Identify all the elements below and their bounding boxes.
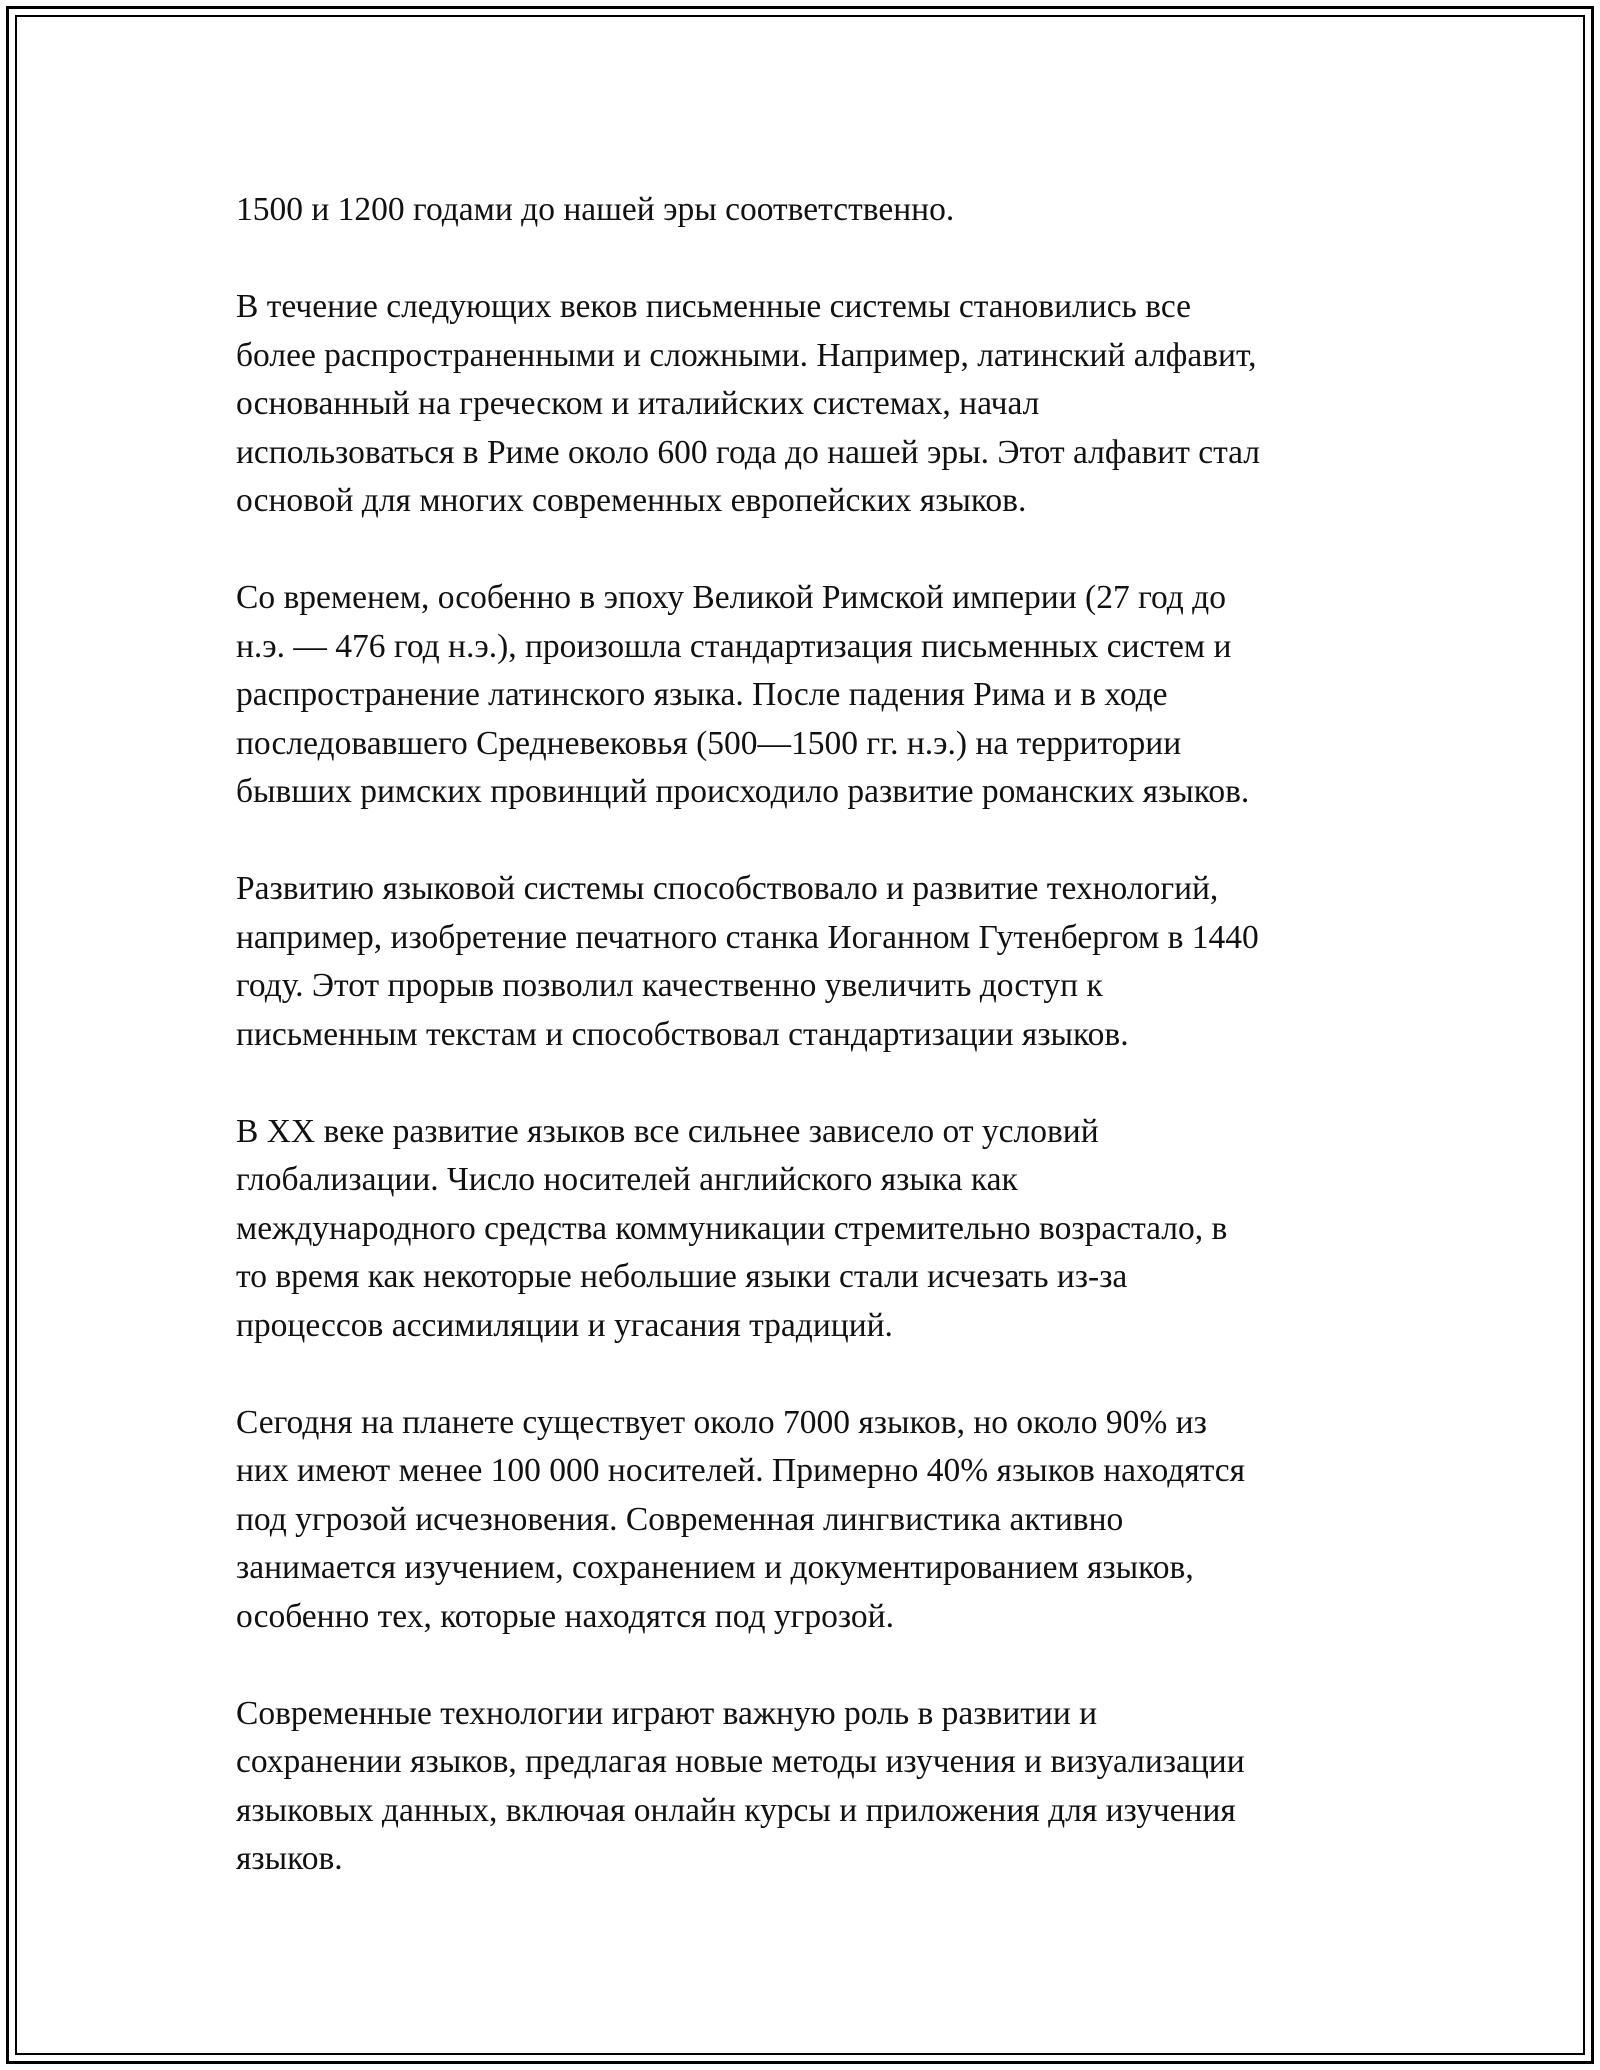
text-line: н.э. — 476 год н.э.), произошла стандартизация письменных систем и [236, 627, 1232, 665]
text-line: то время как некоторые небольшие языки стали исчезать из-за [236, 1258, 1128, 1295]
text-line: процессов ассимиляции и угасания традиций. [236, 1306, 893, 1344]
text-line: сохранении языков, предлагая новые методы изучения и визуализации [236, 1743, 1245, 1780]
paragraph-5 [236, 1108, 1376, 1351]
text-line: под угрозой исчезновения. Современная лингвистика активно [236, 1500, 1124, 1538]
paragraph-2 [236, 283, 1376, 526]
text-line: использоваться в Риме около 600 года до нашей эры. Этот алфавит стал [236, 433, 1261, 471]
paragraph-6 [236, 1399, 1376, 1642]
text-line: последовавшего Средневековья (500—1500 гг. н.э.) на территории [236, 724, 1182, 762]
text-line: письменным текстам и способствовал стандартизации языков. [236, 1015, 1129, 1053]
text-line: языковых данных, включая онлайн курсы и приложения для изучения [236, 1791, 1236, 1829]
text-line: В течение следующих веков письменные системы становились все [236, 288, 1191, 325]
text-line: Современные технологии играют важную роль в развитии и [236, 1694, 1098, 1732]
text-line: распространение латинского языка. После падения Рима и в ходе [236, 676, 1168, 713]
text-line: Сегодня на планете существует около 7000 языков, но около 90% из [236, 1403, 1207, 1441]
text-line: В XX веке развитие языков все сильнее зависело от условий [236, 1112, 1099, 1150]
text-line: более распространенными и сложными. Например, латинский алфавит, [236, 336, 1257, 374]
text-line: 1500 и 1200 годами до нашей эры соответственно. [236, 191, 955, 228]
text-line: году. Этот прорыв позволил качественно увеличить доступ к [236, 967, 1103, 1004]
text-line: занимается изучением, сохранением и документированием языков, [236, 1549, 1194, 1586]
paragraph-3 [236, 574, 1376, 817]
text-line: глобализации. Число носителей английского языка как [236, 1161, 1018, 1198]
document-body [236, 186, 1376, 1932]
text-line: Со временем, особенно в эпоху Великой Римской империи (27 год до [236, 579, 1226, 616]
text-line: Развитию языковой системы способствовало и развитие технологий, [236, 870, 1219, 907]
text-line: особенно тех, которые находятся под угрозой. [236, 1597, 894, 1635]
text-line: языков. [236, 1840, 343, 1877]
paragraph-1 [236, 186, 1376, 235]
text-line: международного средства коммуникации стремительно возрастало, в [236, 1209, 1228, 1247]
text-line: основанный на греческом и италийских системах, начал [236, 385, 1040, 422]
paragraph-4 [236, 865, 1376, 1059]
paragraph-7 [236, 1690, 1376, 1884]
text-line: например, изобретение печатного станка Иоганном Гутенбергом в 1440 [236, 918, 1259, 956]
text-line: основой для многих современных европейских языков. [236, 482, 1027, 519]
text-line: них имеют менее 100 000 носителей. Примерно 40% языков находятся [236, 1452, 1246, 1489]
text-line: бывших римских провинций происходило развитие романских языков. [236, 773, 1250, 810]
